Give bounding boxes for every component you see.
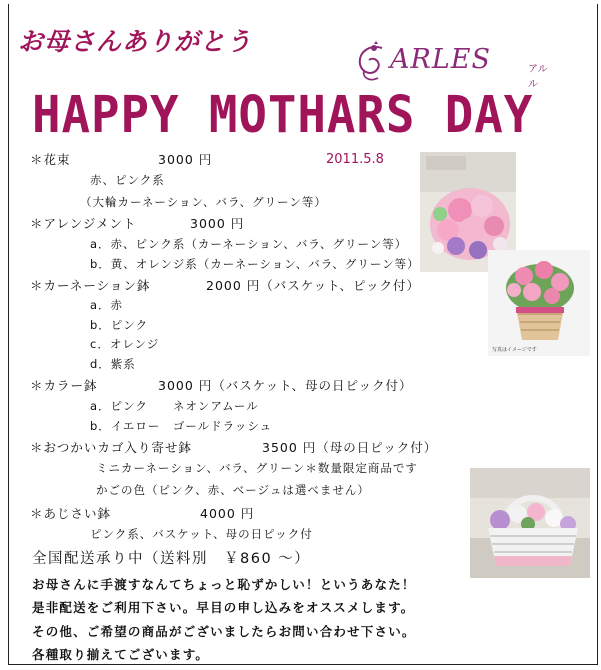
item-carnation-option-b: b．ピンク	[90, 318, 149, 332]
main-title: HAPPY MOTHARS DAY	[32, 86, 534, 145]
logo-kana: アルル	[528, 64, 548, 90]
item-basket-desc: ミニカーネーション、バラ、グリーン＊数量限定商品です	[96, 461, 418, 475]
photo-caption: 写真はイメージです	[492, 347, 537, 353]
carnation-pot-photo	[488, 250, 590, 356]
item-carnation-option-c: c．オレンジ	[90, 337, 160, 351]
item-carnation-option-d: d．紫系	[90, 357, 136, 371]
item-calla-option-b: b．イエロー ゴールドラッシュ	[90, 419, 273, 433]
item-bouquet-desc: 赤、ピンク系	[90, 173, 165, 187]
item-hydrangea-price: 4000 円	[200, 506, 255, 521]
message-line-4: 各種取り揃えてございます。	[32, 647, 210, 662]
item-arrangement-price: 3000 円	[190, 216, 245, 231]
item-hydrangea-desc: ピンク系、バスケット、母の日ピック付	[90, 527, 313, 541]
arles-logo	[352, 40, 552, 90]
event-date: 2011.5.8	[326, 152, 384, 167]
item-calla-price: 3000 円（バスケット、母の日ピック付）	[158, 378, 413, 393]
message-line-2: 是非配送をご利用下さい。早目の申し込みをオススメします。	[32, 600, 415, 615]
item-hydrangea-label: ＊あじさい鉢	[30, 506, 112, 521]
message-line-3: その他、ご希望の商品がございましたらお問い合わせ下さい。	[32, 624, 416, 639]
item-calla-label: ＊カラー鉢	[30, 378, 98, 393]
item-bouquet-label: ＊花束	[30, 152, 71, 167]
flower-swirl-icon	[352, 40, 392, 84]
item-arrangement-label: ＊アレンジメント	[30, 216, 137, 231]
delivery-notice: 全国配送承り中（送料別 ￥860 ～）	[32, 551, 311, 567]
item-basket-price: 3500 円（母の日ピック付）	[262, 440, 438, 455]
item-basket-label: ＊おつかいカゴ入り寄せ鉢	[30, 440, 192, 455]
item-bouquet-detail: （大輪カーネーション、バラ、グリーン等）	[80, 195, 327, 209]
basket-photo	[470, 468, 590, 578]
item-carnation-price: 2000 円（バスケット、ピック付）	[206, 278, 421, 293]
item-calla-option-a: a．ピンク ネオンアムール	[90, 399, 259, 413]
message-line-1: お母さんに手渡すなんてちょっと恥ずかしい！というあなた！	[32, 577, 416, 592]
item-arrangement-option-a: a．赤、ピンク系（カーネーション、バラ、グリーン等）	[90, 237, 408, 251]
item-bouquet-price: 3000 円	[158, 152, 213, 167]
item-basket-color: かごの色（ピンク、赤、ベージュは選べません）	[96, 483, 370, 497]
logo-text: ARLES	[390, 44, 491, 75]
item-carnation-label: ＊カーネーション鉢	[30, 278, 151, 293]
japanese-heading: お母さんありがとう	[18, 27, 253, 56]
item-carnation-option-a: a．赤	[90, 298, 124, 312]
item-arrangement-option-b: b．黄、オレンジ系（カーネーション、バラ、グリーン等）	[90, 257, 420, 271]
